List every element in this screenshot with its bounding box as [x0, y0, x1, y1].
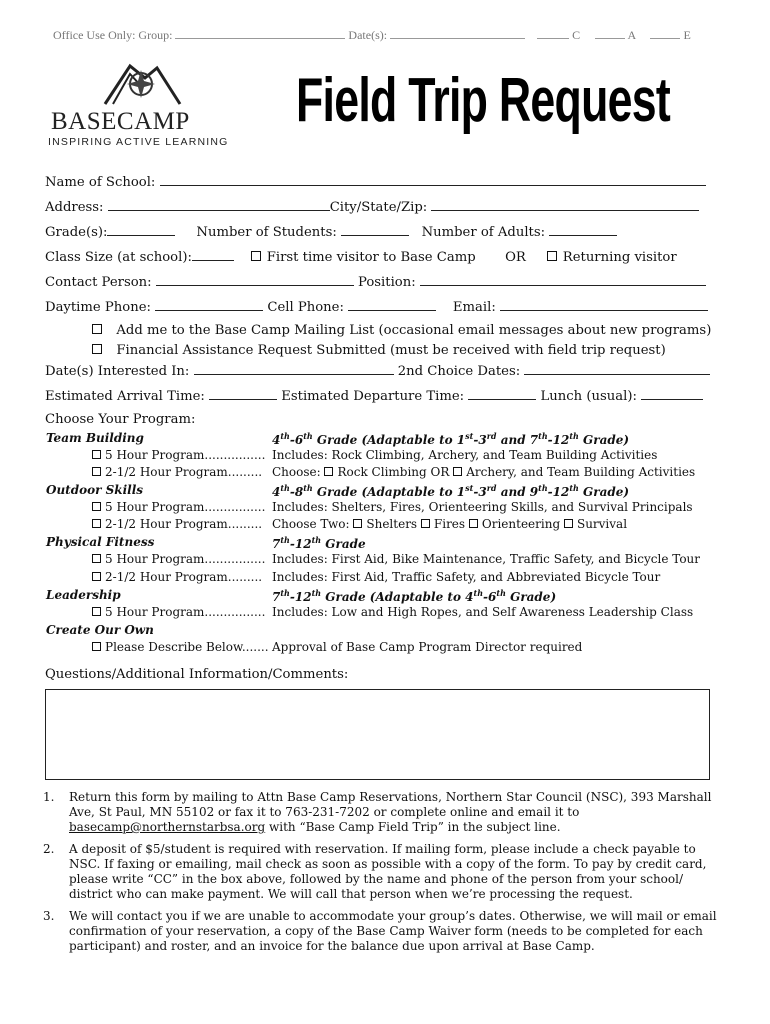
adults-field[interactable] — [549, 223, 617, 236]
grades-label: Grade(s): — [45, 225, 108, 240]
create-heading: Create Our Own — [46, 623, 154, 637]
address-field[interactable] — [108, 198, 330, 211]
fitness-2hr: 2-1/2 Hour Program......... — [92, 570, 262, 584]
grades-field[interactable] — [107, 223, 175, 236]
fitness-5hr-desc: Includes: First Aid, Bike Maintenance, Traffic Safety, and Bicycle Tour — [272, 552, 701, 566]
arrival-label: Estimated Arrival Time: — [45, 389, 205, 404]
fitness-2hr-desc: Includes: First Aid, Traffic Safety, and Abbreviated Bicycle Tour — [272, 570, 661, 584]
outdoor-2hr: 2-1/2 Hour Program......... — [92, 517, 262, 531]
office-e-blank[interactable] — [650, 28, 680, 39]
times-row — [45, 387, 703, 404]
survival-checkbox[interactable] — [564, 519, 573, 528]
logo-name: BASECAMP — [51, 108, 190, 135]
financial-row — [92, 343, 666, 358]
contact-row — [45, 273, 706, 290]
departure-field[interactable] — [468, 387, 536, 400]
comments-box[interactable] — [45, 689, 710, 780]
mailing-label: Add me to the Base Camp Mailing List (occasional email messages about new programs) — [116, 323, 712, 338]
day-phone-field[interactable] — [155, 298, 263, 311]
school-field[interactable] — [160, 173, 706, 186]
cell-field[interactable] — [348, 298, 436, 311]
office-c-label: C — [572, 28, 581, 42]
lunch-label: Lunch (usual): — [540, 389, 637, 404]
phone-row — [45, 298, 708, 315]
logo-tagline: INSPIRING ACTIVE LEARNING — [48, 136, 229, 148]
financial-checkbox[interactable] — [92, 344, 102, 354]
outdoor-skills-grade: 4th-8th Grade (Adaptable to 1st-3rd and 9th-12th Grade) — [272, 483, 630, 499]
outdoor-5hr-desc: Includes: Shelters, Fires, Orienteering Skills, and Survival Principals — [272, 500, 693, 514]
office-a-blank[interactable] — [595, 28, 625, 39]
second-choice-label: 2nd Choice Dates: — [397, 364, 521, 379]
lunch-field[interactable] — [641, 387, 703, 400]
shelters-checkbox[interactable] — [353, 519, 362, 528]
page-title: Field Trip Request — [296, 66, 670, 135]
first-time-checkbox[interactable] — [251, 251, 261, 261]
office-dates-blank[interactable] — [390, 28, 525, 39]
team-building-2hr: 2-1/2 Hour Program......... — [92, 465, 262, 479]
create-desc: Approval of Base Camp Program Director required — [272, 640, 583, 654]
team-building-5hr-desc: Includes: Rock Climbing, Archery, and Team Building Activities — [272, 448, 658, 462]
position-field[interactable] — [420, 273, 706, 286]
mailing-checkbox[interactable] — [92, 324, 102, 334]
city-field[interactable] — [431, 198, 699, 211]
create-describe: Please Describe Below....... — [92, 640, 269, 654]
questions-label: Questions/Additional Information/Comments: — [45, 667, 349, 682]
returning-label: Returning visitor — [562, 250, 677, 265]
office-e-label: E — [683, 28, 691, 42]
contact-field[interactable] — [156, 273, 354, 286]
adults-label: Number of Adults: — [421, 225, 546, 240]
office-dates-label: Date(s): — [348, 28, 388, 42]
email-label: Email: — [452, 300, 496, 315]
leadership-5hr-checkbox[interactable] — [92, 607, 101, 616]
instruction-1: 1. Return this form by mailing to Attn Base Camp Reservations, Northern Star Council (NSC), 393 Marshall Ave, St Paul, MN 55102 or fax it to 763-231-7202 or complete online and email it to basecamp@northernstarbsa.org with “Base Camp Field Trip” in the subject line. — [43, 790, 712, 834]
outdoor-5hr-checkbox[interactable] — [92, 502, 101, 511]
financial-label: Financial Assistance Request Submitted (must be received with field trip request) — [116, 343, 666, 358]
position-label: Position: — [358, 275, 416, 290]
outdoor-2hr-desc: Choose Two: Shelters Fires Orienteering Survival — [272, 517, 628, 531]
team-building-2hr-desc: Choose: Rock Climbing OR Archery, and Team Building Activities — [272, 465, 696, 479]
first-time-label: First time visitor to Base Camp — [266, 250, 476, 265]
second-choice-field[interactable] — [524, 362, 710, 375]
students-field[interactable] — [341, 223, 409, 236]
or-label: OR — [505, 250, 526, 265]
dates-interested-field[interactable] — [194, 362, 394, 375]
class-size-field[interactable] — [192, 248, 234, 261]
fires-checkbox[interactable] — [421, 519, 430, 528]
instruction-2: 2. A deposit of $5/student is required with reservation. If mailing form, please include a check payable to NSC. If faxing or emailing, mail check as soon as possible with a copy of the form. To pay by credit card, please write “CC” in the box above, followed by the name and phone of the person from your school/ district who can make payment. We will call that person when we’re processing the request. — [43, 842, 707, 901]
grades-row — [45, 223, 617, 240]
outdoor-2hr-checkbox[interactable] — [92, 519, 101, 528]
archery-checkbox[interactable] — [453, 467, 462, 476]
instructions-list — [43, 790, 723, 961]
cell-label: Cell Phone: — [267, 300, 344, 315]
leadership-heading: Leadership — [46, 588, 121, 602]
fitness-2hr-checkbox[interactable] — [92, 572, 101, 581]
class-size-row — [45, 248, 677, 265]
office-a-label: A — [627, 28, 636, 42]
create-checkbox[interactable] — [92, 642, 101, 651]
rock-climbing-checkbox[interactable] — [324, 467, 333, 476]
fitness-grade: 7th-12th Grade — [272, 535, 366, 551]
office-group-blank[interactable] — [175, 28, 345, 39]
address-label: Address: — [45, 200, 104, 215]
fitness-5hr-checkbox[interactable] — [92, 554, 101, 563]
school-row — [45, 173, 706, 190]
email-field[interactable] — [500, 298, 708, 311]
leadership-5hr-desc: Includes: Low and High Ropes, and Self Awareness Leadership Class — [272, 605, 694, 619]
office-group-label: Office Use Only: Group: — [53, 28, 173, 42]
team-building-heading: Team Building — [46, 431, 144, 445]
team-building-5hr-checkbox[interactable] — [92, 450, 101, 459]
instruction-3: 3. We will contact you if we are unable to accommodate your group’s dates. Otherwise, we will mail or email confirmation of your reservation, a copy of the Base Camp Waiver form (needs to be completed for each participant) and roster, and an invoice for the balance due upon arrival at Base Camp. — [43, 909, 717, 953]
fitness-heading: Physical Fitness — [46, 535, 155, 549]
team-building-grade: 4th-6th Grade (Adaptable to 1st-3rd and 7th-12th Grade) — [272, 431, 630, 447]
students-label: Number of Students: — [196, 225, 337, 240]
city-label: City/State/Zip: — [329, 200, 428, 215]
departure-label: Estimated Departure Time: — [281, 389, 465, 404]
email-link[interactable]: basecamp@northernstarbsa.org — [69, 820, 266, 834]
class-size-label: Class Size (at school): — [45, 250, 192, 265]
compass-star-icon — [45, 60, 245, 110]
arrival-field[interactable] — [209, 387, 277, 400]
team-building-2hr-checkbox[interactable] — [92, 467, 101, 476]
outdoor-5hr: 5 Hour Program................ — [92, 500, 265, 514]
leadership-grade: 7th-12th Grade (Adaptable to 4th-6th Grade) — [272, 588, 557, 604]
contact-label: Contact Person: — [45, 275, 152, 290]
dates-row — [45, 362, 710, 379]
outdoor-skills-heading: Outdoor Skills — [46, 483, 144, 497]
orienteering-checkbox[interactable] — [469, 519, 478, 528]
basecamp-logo — [45, 60, 245, 150]
mailing-row — [92, 323, 711, 338]
school-label: Name of School: — [45, 175, 156, 190]
leadership-5hr: 5 Hour Program................ — [92, 605, 265, 619]
team-building-5hr: 5 Hour Program................ — [92, 448, 265, 462]
returning-checkbox[interactable] — [547, 251, 557, 261]
choose-program-heading: Choose Your Program: — [45, 412, 196, 427]
day-phone-label: Daytime Phone: — [45, 300, 151, 315]
office-use-line — [53, 28, 691, 43]
fitness-5hr: 5 Hour Program................ — [92, 552, 265, 566]
dates-interested-label: Date(s) Interested In: — [45, 364, 190, 379]
office-c-blank[interactable] — [537, 28, 569, 39]
address-row — [45, 198, 699, 215]
